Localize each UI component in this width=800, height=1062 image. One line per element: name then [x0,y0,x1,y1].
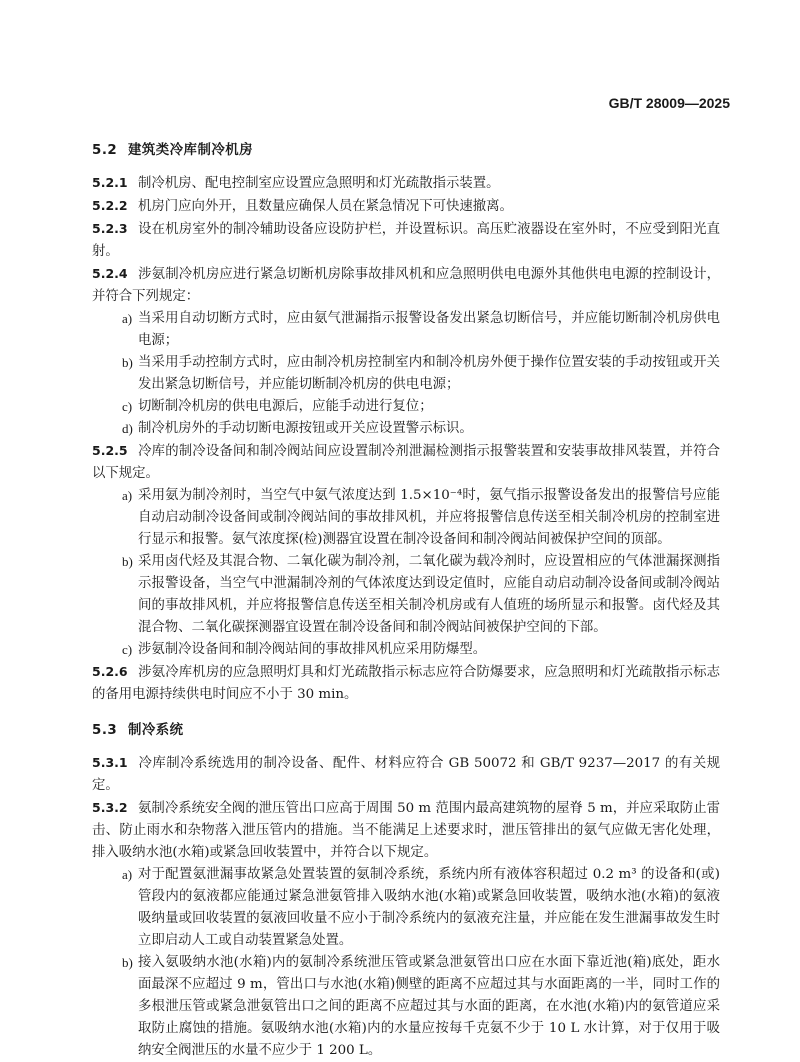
clause-5-2-3 [92,218,720,263]
list-item-c [92,639,720,661]
clause-5-2-6 [92,661,720,706]
list-marker: c) [122,642,133,657]
list-text: 当采用手动控制方式时，应由制冷机房控制室内和制冷机房外便于操作位置安装的手动按钮或开关发出紧急切断信号，并应能切断制冷机房的供电电源； [138,355,720,392]
section-heading-5-2 [92,140,720,162]
list-marker: a) [122,488,133,503]
clause-number: 5.3.2 [92,800,128,815]
list-marker: a) [122,311,133,326]
clause-text: 制冷机房、配电控制室应设置应急照明和灯光疏散指示装置。 [138,176,500,191]
clause-number: 5.3.1 [92,755,128,770]
section-title: 制冷系统 [128,723,184,738]
list-text: 对于配置氨泄漏事故紧急处置装置的氨制冷系统，系统内所有液体容积超过 0.2 m³ 的设备和(或)管段内的氨液都应能通过紧急泄氨管排入吸纳水池(水箱)或紧急回收装置，吸纳水池(水箱)的氨液吸纳量或回收装置的氨液回收量不应小于制冷系统内的氨液充注量，并应能在发生泄漏事故发生时立即启动人工或自动装置紧急处置。 [138,867,720,948]
clause-text: 设在机房室外的制冷辅助设备应设防护栏，并设置标识。高压贮液器设在室外时，不应受到阳光直射。 [92,222,720,259]
clause-number: 5.2.6 [92,664,128,679]
list-text: 采用卤代烃及其混合物、二氧化碳为制冷剂，二氧化碳为载冷剂时，应设置相应的气体泄漏探测指示报警设备，当空气中泄漏制冷剂的气体浓度达到设定值时，应能自动启动制冷设备间或制冷阀站间的事故排风机，并应将报警信息传送至相关制冷机房或有人值班的场所显示和报警。卤代烃及其混合物、二氧化碳探测器宜设置在制冷设备间和制冷阀站间被保护空间的下部。 [138,554,720,635]
clause-5-2-4 [92,263,720,308]
clause-text: 涉氨制冷机房应进行紧急切断机房除事故排风机和应急照明供电电源外其他供电电源的控制设计，并符合下列规定： [92,267,720,304]
list-item-d [92,418,720,440]
clause-5-2-5 [92,440,720,485]
clause-text: 冷库的制冷设备间和制冷阀站间应设置制冷剂泄漏检测指示报警装置和安装事故排风装置，并符合以下规定。 [92,444,720,481]
list-item-b [92,551,720,639]
list-marker: b) [122,554,133,569]
list-item-a [92,485,720,551]
list-item-b [92,352,720,396]
section-title: 建筑类冷库制冷机房 [128,143,254,158]
clause-number: 5.2.5 [92,443,128,458]
clause-number: 5.2.4 [92,266,128,281]
list-marker: b) [122,355,133,370]
list-item-c [92,396,720,418]
list-item-b [92,952,720,1062]
clause-5-2-2 [92,195,720,218]
section-gap [92,706,720,720]
clause-number: 5.2.1 [92,175,128,190]
clause-text: 机房门应向外开，且数量应确保人员在紧急情况下可快速撤离。 [138,199,513,214]
list-text: 当采用自动切断方式时，应由氨气泄漏指示报警设备发出紧急切断信号，并应能切断制冷机房供电电源； [138,311,720,348]
list-text: 接入氨吸纳水池(水箱)内的氨制冷系统泄压管或紧急泄氨管出口应在水面下靠近池(箱)底处，距水面最深不应超过 9 m，管出口与水池(水箱)侧壁的距离不应超过其与水面距离的一半，同时工作的多根泄压管或紧急泄氨管出口之间的距离不应超过其与水面的距离，在水池(水箱)内的氨管道应采取防止腐蚀的措施。氨吸纳水池(水箱)内的水量应按每千克氨不少于 10 L 水计算，对于仅用于吸纳安全阀泄压的水量不应少于 1 200 L。 [138,955,720,1058]
clause-5-3-1 [92,752,720,797]
list-text: 涉氨制冷设备间和制冷阀站间的事故排风机应采用防爆型。 [138,642,487,657]
list-marker: b) [122,955,133,970]
clause-text: 冷库制冷系统选用的制冷设备、配件、材料应符合 GB 50072 和 GB/T 9237—2017 的有关规定。 [92,756,720,793]
document-body [92,140,720,1062]
clause-5-3-2 [92,797,720,864]
list-item-a [92,864,720,952]
section-number: 5.3 [92,723,118,738]
list-marker: d) [122,421,133,436]
clause-5-2-1 [92,172,720,195]
clause-text: 氨制冷系统安全阀的泄压管出口应高于周围 50 m 范围内最高建筑物的屋脊 5 m，并应采取防止雷击、防止雨水和杂物落入泄压管内的措施。当不能满足上述要求时，泄压管排出的氨气应做无害化处理，排入吸纳水池(水箱)或紧急回收装置中，并符合以下规定。 [92,801,720,860]
section-number: 5.2 [92,143,118,158]
list-text: 切断制冷机房的供电电源后，应能手动进行复位； [138,399,433,414]
list-marker: c) [122,399,133,414]
clause-text: 涉氨冷库机房的应急照明灯具和灯光疏散指示标志应符合防爆要求，应急照明和灯光疏散指示标志的备用电源持续供电时间应不小于 30 min。 [92,665,720,702]
standard-number: GB/T 28009—2025 [608,95,730,111]
list-marker: a) [122,867,133,882]
list-text: 采用氨为制冷剂时，当空气中氨气浓度达到 1.5×10⁻⁴时，氨气指示报警设备发出的报警信号应能自动启动制冷设备间或制冷阀站间的事故排风机，并应将报警信息传送至相关制冷机房的控制室进行显示和报警。氨气浓度探(检)测器宜设置在制冷设备间和制冷阀站间被保护空间的顶部。 [138,488,720,547]
list-text: 制冷机房外的手动切断电源按钮或开关应设置警示标识。 [138,421,473,436]
list-item-a [92,308,720,352]
clause-number: 5.2.2 [92,198,128,213]
section-heading-5-3 [92,720,720,742]
clause-number: 5.2.3 [92,221,128,236]
